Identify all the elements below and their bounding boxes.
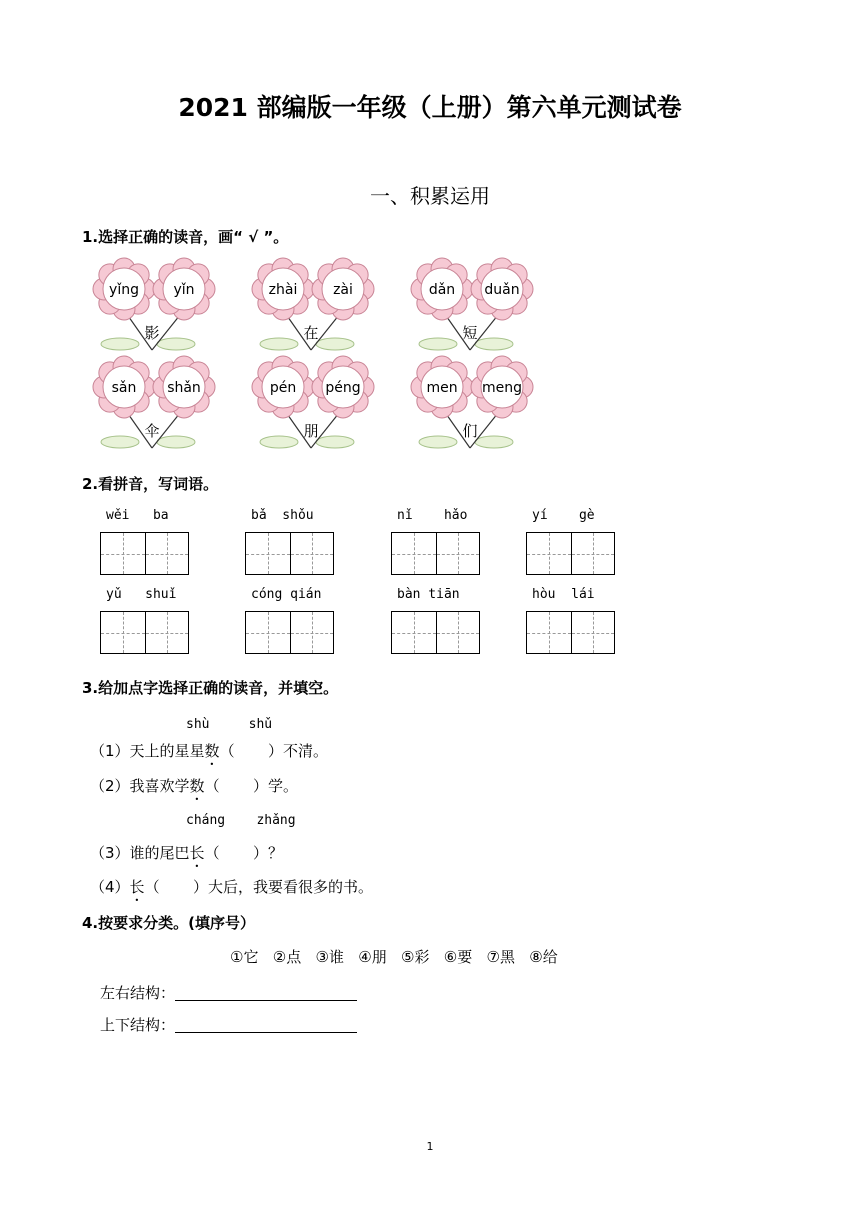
pinyin-option: pén <box>269 380 297 396</box>
q1-heading: 1.选择正确的读音，画“ √ ”。 <box>82 228 289 246</box>
pinyin-option: meng <box>481 380 523 396</box>
leaf <box>475 338 513 350</box>
pinyin-label: cóng qián <box>251 587 322 602</box>
pinyin-option: zhài <box>268 282 298 298</box>
dotted-char: 数 <box>189 777 205 795</box>
q2-heading: 2.看拼音，写词语。 <box>82 475 219 493</box>
writing-box[interactable] <box>526 532 615 575</box>
leaf <box>419 338 457 350</box>
writing-box[interactable] <box>245 532 334 575</box>
dotted-char: 长 <box>129 878 145 896</box>
pinyin-option: péng <box>325 380 361 396</box>
writing-cell[interactable] <box>145 612 189 653</box>
writing-cell[interactable] <box>145 533 189 574</box>
flower-pair <box>255 360 400 452</box>
pinyin-label: yǔ shuǐ <box>106 587 177 602</box>
pinyin-option: duǎn <box>484 282 520 298</box>
answer-blank[interactable] <box>175 1018 357 1033</box>
flower-option-a[interactable] <box>411 356 473 418</box>
writing-cell[interactable] <box>246 612 290 653</box>
pinyin-label: bàn tiān <box>397 587 460 602</box>
writing-cell[interactable] <box>392 533 436 574</box>
writing-box[interactable] <box>526 611 615 654</box>
leaf <box>316 436 354 448</box>
leaf <box>157 436 195 448</box>
flower-pair <box>96 360 241 452</box>
writing-box[interactable] <box>391 611 480 654</box>
writing-box[interactable] <box>100 532 189 575</box>
target-character: 影 <box>144 324 160 342</box>
q3-line-4: （4）长（ ）大后，我要看很多的书。 <box>90 878 373 896</box>
writing-cell[interactable] <box>436 612 480 653</box>
section-heading: 一、积累运用 <box>370 184 490 208</box>
answer-row-top-bottom <box>100 1014 357 1035</box>
pinyin-option: shǎn <box>167 380 201 396</box>
answer-row-left-right <box>100 982 357 1003</box>
flower-option-a[interactable] <box>411 258 473 320</box>
flower-pair <box>255 262 400 354</box>
writing-cell[interactable] <box>392 612 436 653</box>
q4-heading: 4.按要求分类。(填序号） <box>82 914 255 932</box>
flower-option-b[interactable] <box>312 258 374 320</box>
leaf <box>260 436 298 448</box>
answer-blank[interactable] <box>175 986 357 1001</box>
pinyin-label: hòu lái <box>532 587 595 602</box>
page-title: 2021 部编版一年级（上册）第六单元测试卷 <box>178 93 682 122</box>
flower-option-b[interactable] <box>312 356 374 418</box>
writing-box[interactable] <box>391 532 480 575</box>
writing-cell[interactable] <box>436 533 480 574</box>
q3-line-2: （2）我喜欢学数（ ）学。 <box>90 777 298 795</box>
target-character: 在 <box>303 324 319 342</box>
pinyin-option: yǐn <box>173 282 195 298</box>
flower-pair <box>414 262 559 354</box>
q3-line-3: （3）谁的尾巴长（ ）？ <box>90 844 283 862</box>
pinyin-option: sǎn <box>111 380 137 396</box>
leaf <box>157 338 195 350</box>
q3-line-1: （1）天上的星星数（ ）不清。 <box>90 742 328 760</box>
leaf <box>260 338 298 350</box>
leaf <box>316 338 354 350</box>
pinyin-label: yí gè <box>532 508 595 523</box>
flower-option-a[interactable] <box>252 356 314 418</box>
writing-cell[interactable] <box>246 533 290 574</box>
pinyin-option: zài <box>333 282 353 298</box>
page-number: 1 <box>426 1140 434 1153</box>
flower-option-b[interactable] <box>153 258 215 320</box>
target-character: 伞 <box>144 422 160 440</box>
pinyin-label: nǐ hǎo <box>397 508 468 523</box>
pinyin-label: bǎ shǒu <box>251 508 314 523</box>
writing-cell[interactable] <box>571 612 615 653</box>
leaf <box>475 436 513 448</box>
target-character: 们 <box>462 422 478 440</box>
flower-option-a[interactable] <box>252 258 314 320</box>
writing-box[interactable] <box>100 611 189 654</box>
writing-cell[interactable] <box>101 612 145 653</box>
writing-box[interactable] <box>245 611 334 654</box>
answer-label: 左右结构： <box>100 984 176 1002</box>
writing-cell[interactable] <box>101 533 145 574</box>
writing-cell[interactable] <box>571 533 615 574</box>
flower-option-a[interactable] <box>93 356 155 418</box>
dotted-char: 数 <box>204 742 220 760</box>
leaf <box>101 338 139 350</box>
character-options: ①它 ②点 ③谁 ④朋 ⑤彩 ⑥要 ⑦黑 ⑧给 <box>230 948 558 966</box>
flower-option-b[interactable] <box>471 356 533 418</box>
flower-pair <box>414 360 559 452</box>
flower-option-a[interactable] <box>93 258 155 320</box>
target-character: 短 <box>462 324 478 342</box>
answer-label: 上下结构： <box>100 1016 176 1034</box>
writing-cell[interactable] <box>290 533 334 574</box>
pinyin-options-chang: cháng zhǎng <box>186 813 296 828</box>
pinyin-option: yǐng <box>109 282 139 298</box>
target-character: 朋 <box>303 422 319 440</box>
leaf <box>419 436 457 448</box>
leaf <box>101 436 139 448</box>
writing-cell[interactable] <box>527 533 571 574</box>
writing-cell[interactable] <box>527 612 571 653</box>
pinyin-options-shu: shù shǔ <box>186 717 273 732</box>
pinyin-label: wěi ba <box>106 508 169 523</box>
flower-option-b[interactable] <box>471 258 533 320</box>
flower-option-b[interactable] <box>153 356 215 418</box>
pinyin-option: dǎn <box>428 282 456 298</box>
flower-pair <box>96 262 241 354</box>
dotted-char: 长 <box>189 844 205 862</box>
writing-cell[interactable] <box>290 612 334 653</box>
q3-heading: 3.给加点字选择正确的读音，并填空。 <box>82 679 339 697</box>
pinyin-option: men <box>426 380 458 396</box>
